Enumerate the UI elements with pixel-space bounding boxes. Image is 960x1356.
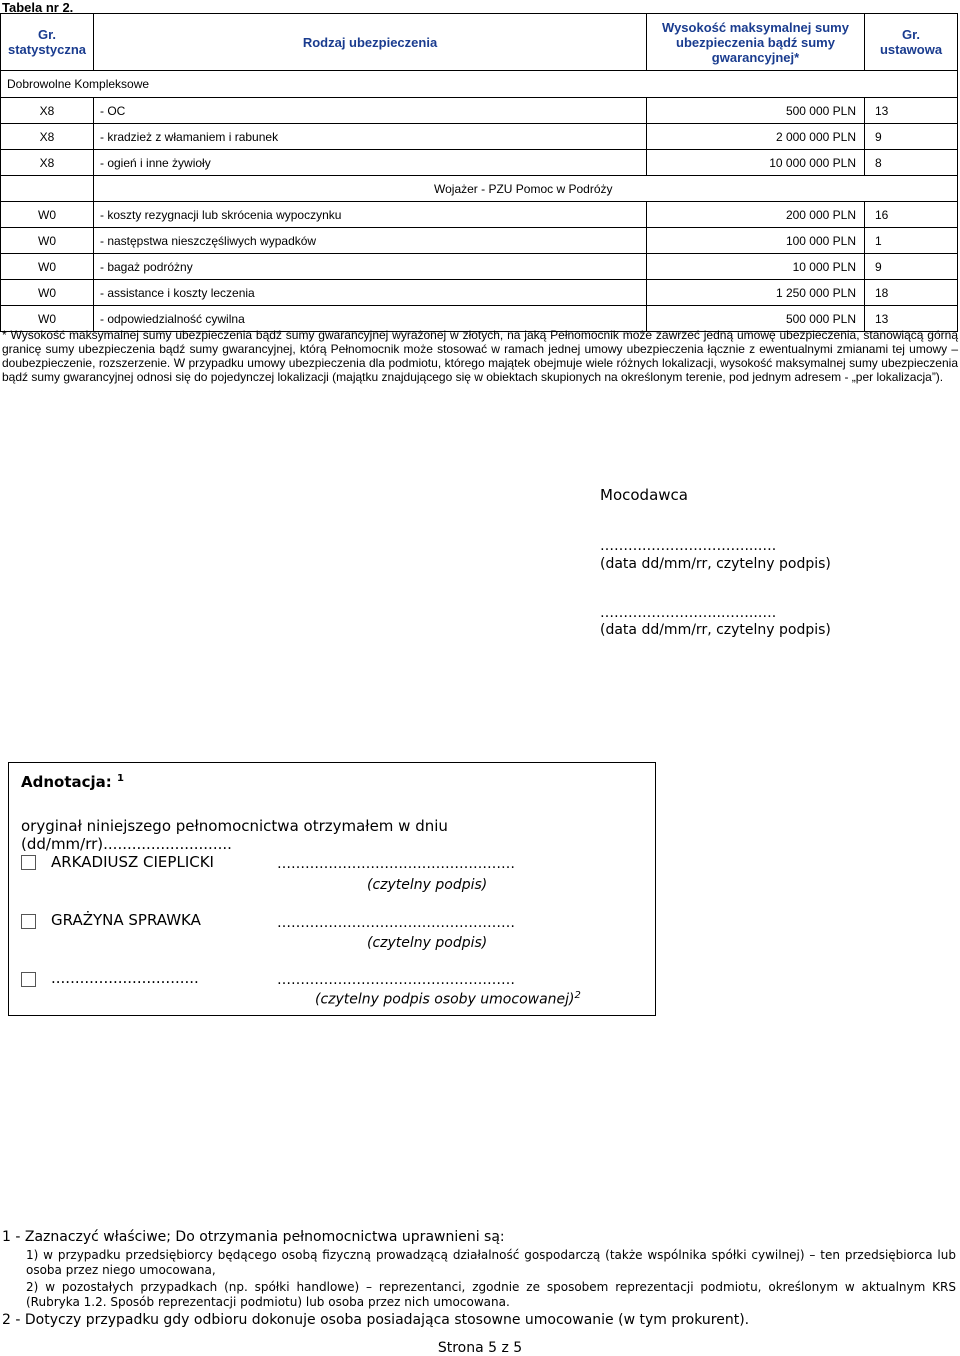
table-footnote: * Wysokość maksymalnej sumy ubezpieczenia bądź sumy gwarancyjnej wyrażonej w złotych, na jaką Pełnomocnik może zawrzeć jedną umowę ubezpieczenia, stanowiącą górną granicę sumy ubezpieczenia bądź sumy gwarancyjnej, którą Pełnomocnik może stosować w ramach jednej umowy ubezpieczenia łącznie z ewentualnymi zmianami tej umowy – doubezpieczenie, rozszerzenie. W przypadku umowy ubezpieczenia dla podmiotu, którego majątek obejmuje wiele różnych lokalizacji, wysokość maksymalnej sumy ubezpieczenia bądź sumy gwarancyjnej odnosi się do pojedynczej lokalizacji (majątku znajdującego się w obiektach skupionych na określonym terenie, pod jednym adresem - „per lokalizacja”). — [2, 328, 958, 384]
cell-type: - assistance i koszty leczenia — [94, 280, 647, 306]
person-sign-caption-3-sup: 2 — [574, 990, 581, 1001]
cell-type: - OC — [94, 98, 647, 124]
note-1-item-2: 2) w pozostałych przypadkach (np. spółki handlowe) – reprezentanci, zgodnie ze sposobem reprezentacji podmiotu, określonym w aktualnym KRS (Rubryka 1.2. Sposób reprezentacji podmiotu) lub osoba przez nich umocowana. — [26, 1280, 956, 1309]
table-row — [1, 150, 958, 176]
person-sign-caption-1: (czytelny podpis) — [367, 877, 488, 893]
cell-code: X8 — [1, 124, 94, 150]
mocodawca-label: Mocodawca — [600, 486, 688, 504]
page-number: Strona 5 z 5 — [437, 1340, 523, 1356]
header-gr-ust: Gr. ustawowa — [865, 14, 958, 71]
cell-amount: 10 000 000 PLN — [647, 150, 865, 176]
section-row — [1, 176, 958, 202]
signature-caption-1: (data dd/mm/rr, czytelny podpis) — [600, 556, 831, 572]
table-row — [1, 202, 958, 228]
annotation-title — [21, 773, 124, 791]
insurance-table — [0, 13, 958, 332]
annotation-box — [8, 762, 656, 1016]
cell-code: W0 — [1, 254, 94, 280]
person-sign-caption-2: (czytelny podpis) — [367, 935, 488, 951]
cell-amount: 2 000 000 PLN — [647, 124, 865, 150]
cell-amount: 100 000 PLN — [647, 228, 865, 254]
checkbox-person-3[interactable] — [21, 972, 36, 987]
header-wysokosc: Wysokość maksymalnej sumy ubezpieczenia bądź sumy gwarancyjnej* — [647, 14, 865, 71]
cell-code: W0 — [1, 306, 94, 332]
cell-amount: 1 250 000 PLN — [647, 280, 865, 306]
cell-code: X8 — [1, 150, 94, 176]
signature-line-1: ……….…………………...…. — [600, 538, 777, 554]
cell-group: 16 — [865, 202, 958, 228]
cell-type: - odpowiedzialność cywilna — [94, 306, 647, 332]
header-gr-stat: Gr. statystyczna — [1, 14, 94, 71]
cell-group: 9 — [865, 124, 958, 150]
cell-type: - kradzież z włamaniem i rabunek — [94, 124, 647, 150]
cell-amount: 500 000 PLN — [647, 306, 865, 332]
annotation-text: oryginał niniejszego pełnomocnictwa otrzymałem w dniu (dd/mm/rr)........................... — [21, 817, 448, 853]
person-sign-caption-3 — [315, 990, 581, 1008]
cell-empty — [1, 176, 94, 202]
cell-group: 9 — [865, 254, 958, 280]
cell-group: 8 — [865, 150, 958, 176]
cell-group: 18 — [865, 280, 958, 306]
checkbox-person-1[interactable] — [21, 855, 36, 870]
person-sign-caption-3-text: (czytelny podpis osoby umocowanej) — [315, 991, 575, 1008]
person-name-2: GRAŻYNA SPRAWKA — [51, 911, 201, 929]
cell-amount: 500 000 PLN — [647, 98, 865, 124]
cell-code: W0 — [1, 228, 94, 254]
cell-code: W0 — [1, 202, 94, 228]
table-row — [1, 124, 958, 150]
checkbox-person-2[interactable] — [21, 914, 36, 929]
person-name-1: ARKADIUSZ CIEPLICKI — [51, 853, 214, 871]
table-row — [1, 254, 958, 280]
header-rodzaj: Rodzaj ubezpieczenia — [94, 14, 647, 71]
person-name-3: ............................... — [51, 969, 199, 987]
table-row — [1, 228, 958, 254]
cell-amount: 10 000 PLN — [647, 254, 865, 280]
cell-group: 1 — [865, 228, 958, 254]
cell-group: 13 — [865, 306, 958, 332]
table-row — [1, 98, 958, 124]
section-title: Wojażer - PZU Pomoc w Podróży — [94, 176, 958, 202]
annotation-title-sup: 1 — [117, 773, 124, 784]
table-header-row — [1, 14, 958, 71]
cell-type: - bagaż podróżny — [94, 254, 647, 280]
section-row — [1, 71, 958, 98]
note-1: 1 - Zaznaczyć właściwe; Do otrzymania pełnomocnictwa uprawnieni są: — [2, 1229, 505, 1245]
person-sign-line-1: …………………………………………… — [277, 856, 515, 872]
cell-type: - koszty rezygnacji lub skrócenia wypoczynku — [94, 202, 647, 228]
table-title: Tabela nr 2. — [2, 0, 74, 15]
cell-amount: 200 000 PLN — [647, 202, 865, 228]
table-row — [1, 280, 958, 306]
cell-type: - następstwa nieszczęśliwych wypadków — [94, 228, 647, 254]
cell-group: 13 — [865, 98, 958, 124]
cell-code: X8 — [1, 98, 94, 124]
annotation-title-text: Adnotacja: — [21, 773, 112, 791]
cell-code: W0 — [1, 280, 94, 306]
person-sign-line-3: …………………………………………… — [277, 972, 515, 988]
note-1-item-1: 1) w przypadku przedsiębiorcy będącego osobą fizyczną prowadzącą działalność gospodarczą (także wspólnika spółki cywilnej) – ten przedsiębiorca lub osoba przez niego umocowana, — [26, 1248, 956, 1277]
signature-caption-2: (data dd/mm/rr, czytelny podpis) — [600, 622, 831, 638]
note-2: 2 - Dotyczy przypadku gdy odbioru dokonuje osoba posiadająca stosowne umocowanie (w tym prokurent). — [2, 1312, 750, 1328]
section-title: Dobrowolne Kompleksowe — [1, 71, 958, 98]
person-sign-line-2: …………………………………………… — [277, 915, 515, 931]
cell-type: - ogień i inne żywioły — [94, 150, 647, 176]
signature-line-2: ……………………..……..…. — [600, 605, 777, 621]
